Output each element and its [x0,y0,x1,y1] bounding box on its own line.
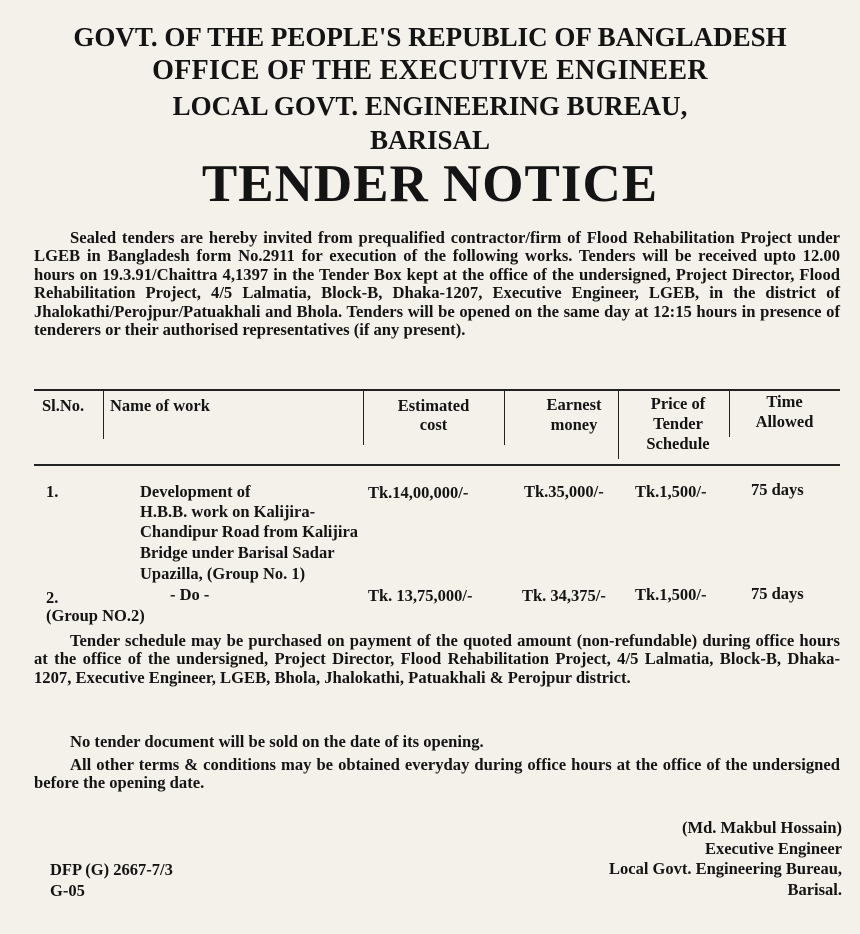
header-price-of: Price of [650,394,706,413]
notice-title: TENDER NOTICE [201,155,659,213]
row1-earnest-money: Tk.35,000/- [524,482,604,501]
row2-schedule-price: Tk.1,500/- [635,585,707,604]
row2-sl: 2. [46,588,59,607]
row1-time-allowed: 75 days [751,480,804,499]
row1-work-line: Bridge under Barisal Sadar [140,543,335,562]
row1-schedule-price: Tk.1,500/- [635,482,707,501]
row2-group: (Group NO.2) [46,606,145,625]
signatory-designation: Executive Engineer [704,839,842,858]
signatory-name: (Md. Makbul Hossain) [682,818,842,837]
row2-time-allowed: 75 days [751,584,804,603]
location-heading: BARISAL [369,125,491,155]
row1-work-line: Chandipur Road from Kalijira [140,522,359,541]
column-divider [103,389,104,439]
row1-work-line: Development of [140,482,251,501]
signatory-place: Barisal. [787,880,842,899]
intro-paragraph: Sealed tenders are hereby invited from prequalified contractor/firm of Flood Rehabilitation Project under LGEB in Bangladesh form No.2911 for execution of the following works. Tenders will be received upto 12.00 hours on 19.3.91/Chaittra 4,1397 in the Tender Box kept at the office of the undersigned, Project Director, Flood Rehabilitation Project, 4/5 Lalmatia, Block-B, Dhaka-1207, Executive Engineer, LGEB, in the district of Jhalokathi/Perojpur/Patuakhali and Bhola. Tenders will be opened on the same day at 12:15 hours in presence of tenderers or their authorised representatives (if any present). [34,228,840,340]
govt-heading: GOVT. OF THE PEOPLE'S REPUBLIC OF BANGLADESH [73,22,787,52]
header-sl-no: Sl.No. [42,396,85,415]
row1-work-line: H.B.B. work on Kalijira- [140,502,316,521]
group-code: G-05 [50,881,85,900]
header-money: money [550,415,598,434]
header-earnest: Earnest [546,395,602,414]
signatory-office: Local Govt. Engineering Bureau, [609,859,842,878]
dfp-reference: DFP (G) 2667-7/3 [50,860,173,879]
header-tender: Tender [653,414,703,433]
row1-sl: 1. [46,482,59,501]
schedule-paragraph: Tender schedule may be purchased on payment of the quoted amount (non-refundable) during office hours at the office of the undersigned, Project Director, Flood Rehabilitation Project, 4/5 Lalmatia, Block-B, Dhaka-1207, Executive Engineer, LGEB, Bhola, Jhalokathi, Patuakhali & Perojpur district. [34,631,840,687]
header-name-of-work: Name of work [110,396,210,415]
header-estimated: Estimated [397,396,470,415]
table-top-rule [34,389,840,391]
header-time: Time [766,392,803,411]
header-cost: cost [419,415,448,434]
row2-earnest-money: Tk. 34,375/- [522,586,606,605]
header-allowed: Allowed [755,412,814,431]
header-schedule: Schedule [646,434,710,453]
bureau-heading: LOCAL GOVT. ENGINEERING BUREAU, [172,91,688,121]
no-document-paragraph: No tender document will be sold on the date of its opening. [70,732,484,751]
row2-work: - Do - [170,585,210,604]
row1-estimated-cost: Tk.14,00,000/- [368,483,469,502]
row2-estimated-cost: Tk. 13,75,000/- [368,586,473,605]
office-heading: OFFICE OF THE EXECUTIVE ENGINEER [152,55,708,86]
terms-paragraph: All other terms & conditions may be obtained everyday during office hours at the office of the undersigned before the opening date. [34,755,840,793]
row1-work-line: Upazilla, (Group No. 1) [140,564,306,583]
table-header-rule [34,464,840,466]
